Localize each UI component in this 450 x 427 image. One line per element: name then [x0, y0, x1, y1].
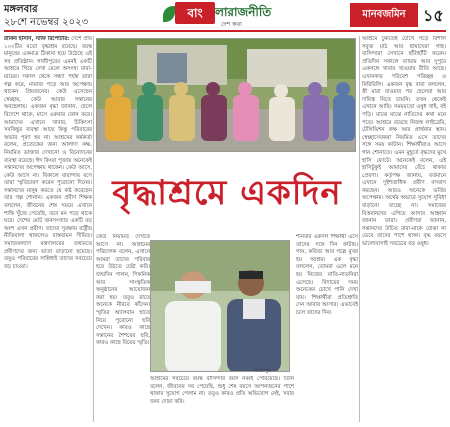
logo-text: লারাজনীতি: [215, 5, 272, 19]
masthead: [0, 0, 450, 30]
logo-tagline: দেশ কথা: [221, 21, 242, 28]
column-divider: [359, 36, 360, 422]
photo-elderly-men: [150, 240, 290, 372]
article-column-left: [4, 36, 92, 422]
article-column-mid-right: শনিবার একদল শিক্ষার্থী এসে তাদের সঙ্গে দিন কাটায়। গান, কবিতা আর গল্পে মুখর হয় আশ্রম। এক বৃদ্ধা বললেন, তোমরা এলে মনে হয় নিজের নাতি-নাতনিরা এসেছে। বিদায়ের সময় অনেকের চোখে পানি দেখা যায়। শিক্ষার্থীরা প্রতিশ্রুতি দেন আবার আসার। এভাবেই চলে তাদের দিন।: [296, 234, 358, 316]
headline: বৃদ্ধাশ্রমে একদিন: [112, 173, 342, 213]
column-divider: [93, 36, 94, 422]
article-column-bottom: আশ্রমের সবচেয়ে বয়স্ক বাসিন্দার বয়স নব্বই পেরিয়েছে। তিনি বলেন, জীবনের সব পেয়েছি, শুধু শেষ বয়সে আপনজনের পাশে থাকার সুযোগ পেলাম না। তবুও কারও প্রতি অভিযোগ নেই, সবার জন্য দোয়া করি।: [150, 376, 294, 405]
byline: রাকিব হাসান, স্টাফ রিপোর্টার:: [4, 36, 70, 42]
logo-bang: বাং: [175, 2, 215, 24]
masthead-rule: [4, 30, 446, 32]
photo-caption: গাজীপুর: [254, 368, 271, 374]
section-logo: [175, 2, 275, 28]
article-column-right: আশ্রমে ঢুকতেই চোখে পড়ে বিশাল সবুজ মাঠ আর ছায়াঘেরা গাছ। বাসিন্দারা সেখানে হাঁটাহাঁটি করেন। প্রতিদিন সকালে ব্যায়াম আর দুপুরে একসঙ্গে খাবার খাওয়ার রীতি আছে। এখানকার পরিবেশ পরিচ্ছন্ন ও নিরিবিলি। একজন বৃদ্ধ বাবা বললেন, স্ত্রী মারা যাওয়ার পর ছেলেরা আর দায়িত্ব নিতে চায়নি। তখন থেকেই এখানে আছি। সময়মতো ওষুধ খাই, বই পড়ি। মাঝে মাঝে নাতিদের কথা মনে পড়ে। আশ্রমে রয়েছে নিজস্ব লাইব্রেরি, টেলিভিশন কক্ষ আর প্রার্থনার স্থান। স্বেচ্ছাসেবকরা নিয়মিত এসে তাদের সঙ্গে সময় কাটান। শিক্ষার্থীরাও আসে গান শোনাতে। এমন মুহূর্তে বৃদ্ধদের মুখে হাসি ফোটে। অনেকেই বলেন, এই হাসিটুকুই আমাদের বেঁচে থাকার প্রেরণা। কর্তৃপক্ষ জানায়, বর্তমানে এখানে দুইশতাধিক প্রবীণ বসবাস করছেন। আরও অনেকে ভর্তির অপেক্ষায়। অর্থের অভাবে সুযোগ সুবিধা বাড়ানো যাচ্ছে না। সমাজের বিত্তবানদের এগিয়ে আসার আহ্বান জানান তারা। প্রবীণরা জানান, সন্তানদের উচিত বাবা-মাকে বোঝা না ভেবে তাদের পাশে থাকা। বৃদ্ধ বয়সে ভালোবাসাই সবচেয়ে বড় ওষুধ।: [362, 36, 446, 248]
page-number: ১৫: [423, 6, 444, 25]
photo-elderly-women: [96, 38, 356, 152]
column-text-left: দেশে প্রায় ১০০টির মতো বৃদ্ধাশ্রম রয়েছে। বয়স্ক মানুষের একমাত্র ঠিকানা হয়ে উঠেছে এই সব প্রতিষ্ঠান। গাজীপুরের এমনই একটি আশ্রমে গিয়ে দেখা মেলে অসংখ্য বাবা-মায়ের। সকাল থেকে সন্ধ্যা পর্যন্ত তারা গল্প করে, নামাজ পড়ে আর অপেক্ষায় থাকেন প্রিয়জনের। কেউ এসেছেন স্বেচ্ছায়, কেউ আবার সন্তানের অবহেলায়। একজন বৃদ্ধা জানান, ছেলে বিদেশে থাকে, মাসে একবার ফোন করে। আমাদের এখানে খাবার, চিকিৎসা সবকিছুর ব্যবস্থা আছে কিন্তু পরিবারের অভাব পূরণ হয় না। আশ্রমের কর্মকর্তা বলেন, প্রত্যেকের জন্য আলাদা কক্ষ, নিয়মিত ডাক্তার দেখানো ও বিনোদনের ব্যবস্থা রয়েছে। ঈদ কিংবা পূজায় অনেকেই সন্তানদের অপেক্ষায় থাকেন। কেউ আসে, কেউ আসে না। বিকালে বারান্দায় বসে তারা স্মৃতিচারণ করেন পুরোনো দিনের। সন্তানদের মানুষ করতে যে কষ্ট করেছেন তার গল্প শোনান। একজন প্রবীণ শিক্ষক বললেন, জীবনের শেষ সময়ে এখানে শান্তি খুঁজে পেয়েছি, তবে মন পড়ে থাকে ঘরে। দেশের মোট জনসংখ্যার একটি বড় অংশ এখন প্রবীণ। তাদের সুরক্ষায় রাষ্ট্রীয় নীতিমালা থাকলেও বাস্তবায়ন সীমিত। সমাজকল্যাণ মন্ত্রণালয়ের তথ্যমতে প্রবীণদের জন্য ভাতা বাড়ানো হয়েছে। তবুও পরিবারের সান্নিধ্যই তাদের সবচেয়ে বড় চাওয়া।: [4, 36, 92, 270]
issue-day: মঙ্গলবার: [4, 4, 38, 15]
article-column-mid-left: কেউ নিয়মিত দেখতে আসে না। আশ্রমের পরিচালক বলেন, এখানে আমরা তাদের পরিবার হয়ে উঠতে চেষ্টা করি। জন্মদিন পালন, পিকনিক আর সাংস্কৃতিক অনুষ্ঠানের আয়োজন করা হয়। তবুও রাতে অনেকে নীরবে কাঁদেন। স্মৃতির অ্যালবাম হাতে নিয়ে পুরোনো ছবি দেখেন। কারও কাছে সন্তানের শৈশবের ছবি, কারও কাছে বিয়ের স্মৃতি।: [96, 234, 150, 347]
newspaper-name: মানবজমিন: [350, 3, 418, 27]
issue-date: ২৮শে নভেম্বর ২০২৩: [4, 17, 89, 28]
leaf-icon: [163, 6, 175, 22]
